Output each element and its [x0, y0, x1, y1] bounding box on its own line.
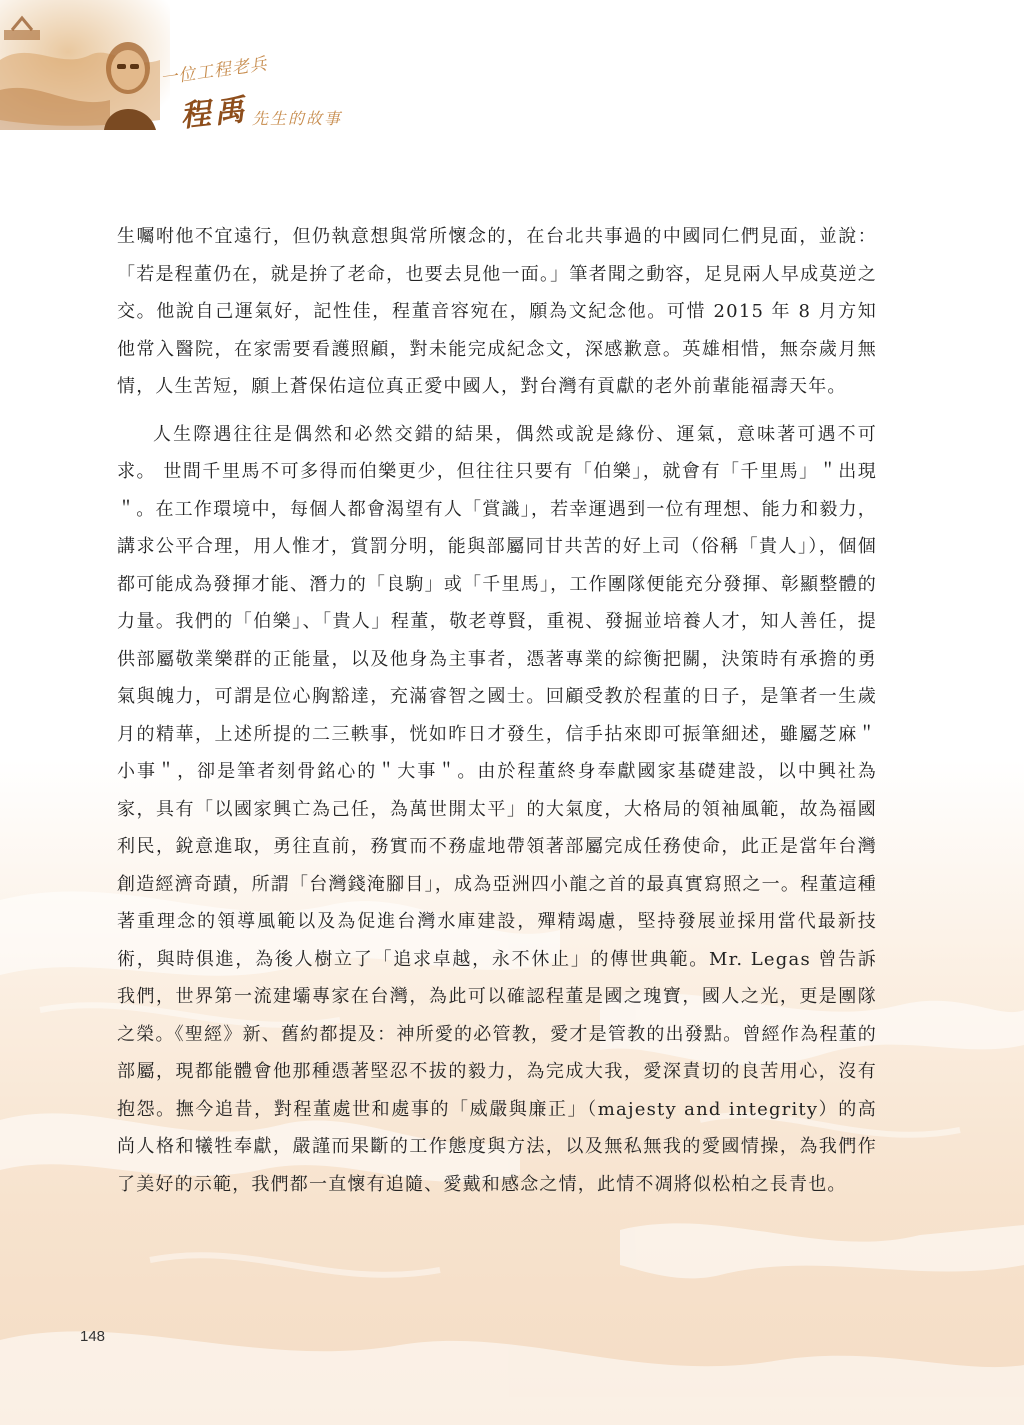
chapter-header: [0, 0, 400, 140]
page-number: 148: [80, 1328, 106, 1345]
paragraph-1: 生囑咐他不宜遠行，但仍執意想與常所懷念的，在台北共事過的中國同仁們見面，並說：「若是程董仍在，就是拚了老命，也要去見他一面。」筆者聞之動容，足見兩人早成莫逆之交。他說自己運氣好，記性佳，程董音容宛在，願為文紀念他。可惜 2015 年 8 月方知他常入醫院，在家需要看護照顧，對未能完成紀念文，深感歉意。英雄相惜，無奈歲月無情，人生苦短，願上蒼保佑這位真正愛中國人，對台灣有貢獻的老外前輩能福壽天年。: [117, 226, 877, 397]
header-series-title: 一位工程老兵: [159, 54, 269, 89]
header-portrait-illustration: [0, 0, 170, 130]
paragraph-2: 人生際遇往往是偶然和必然交錯的結果，偶然或說是緣份、運氣，意味著可遇不可求。 世間千里馬不可多得而伯樂更少，但往往只要有「伯樂」，就會有「千里馬」＂出現＂。在工作環境中，每個人都會渴望有人「賞識」，若幸運遇到一位有理想、能力和毅力，講求公平合理，用人惟才，賞罰分明，能與部屬同甘共苦的好上司（俗稱「貴人」），個個都可能成為發揮才能、潛力的「良駒」或「千里馬」，工作團隊便能充分發揮、彰顯整體的力量。我們的「伯樂」、「貴人」程董，敬老尊賢，重視、發掘並培養人才，知人善任，提供部屬敬業樂群的正能量，以及他身為主事者，憑著專業的綜衡把關，決策時有承擔的勇氣與魄力，可謂是位心胸豁達，充滿睿智之國士。回顧受教於程董的日子，是筆者一生歲月的精華，上述所提的二三軼事，恍如昨日才發生，信手拈來即可振筆細述，雖屬芝麻＂小事＂，卻是筆者刻骨銘心的＂大事＂。由於程董終身奉獻國家基礎建設，以中興社為家，具有「以國家興亡為己任，為萬世開太平」的大氣度，大格局的領袖風範，故為福國利民，銳意進取，勇往直前，務實而不務虛地帶領著部屬完成任務使命，此正是當年台灣創造經濟奇蹟，所謂「台灣錢淹腳目」，成為亞洲四小龍之首的最真實寫照之一。程董這種著重理念的領導風範以及為促進台灣水庫建設，殫精竭慮，堅持發展並採用當代最新技術，與時俱進，為後人樹立了「追求卓越，永不休止」的傳世典範。Mr. Legas 曾告訴我們，世界第一流建壩專家在台灣，為此可以確認程董是國之瑰寶，國人之光，更是團隊之榮。《聖經》新、舊約都提及：神所愛的必管教，愛才是管教的出發點。曾經作為程董的部屬，現都能體會他那種憑著堅忍不拔的毅力，為完成大我，愛深責切的良苦用心，沒有抱怨。撫今追昔，對程董處世和處事的「威嚴與廉正」（majesty and integrity）的高尚人格和犧牲奉獻，嚴謹而果斷的工作態度與方法，以及無私無我的愛國情操，為我們作了美好的示範，我們都一直懷有追隨、愛戴和感念之情，此情不凋將似松柏之長青也。: [117, 423, 877, 1195]
header-subtitle: 先生的故事: [252, 109, 343, 128]
article-body: [117, 218, 877, 1203]
header-name: 程禹: [178, 92, 251, 135]
